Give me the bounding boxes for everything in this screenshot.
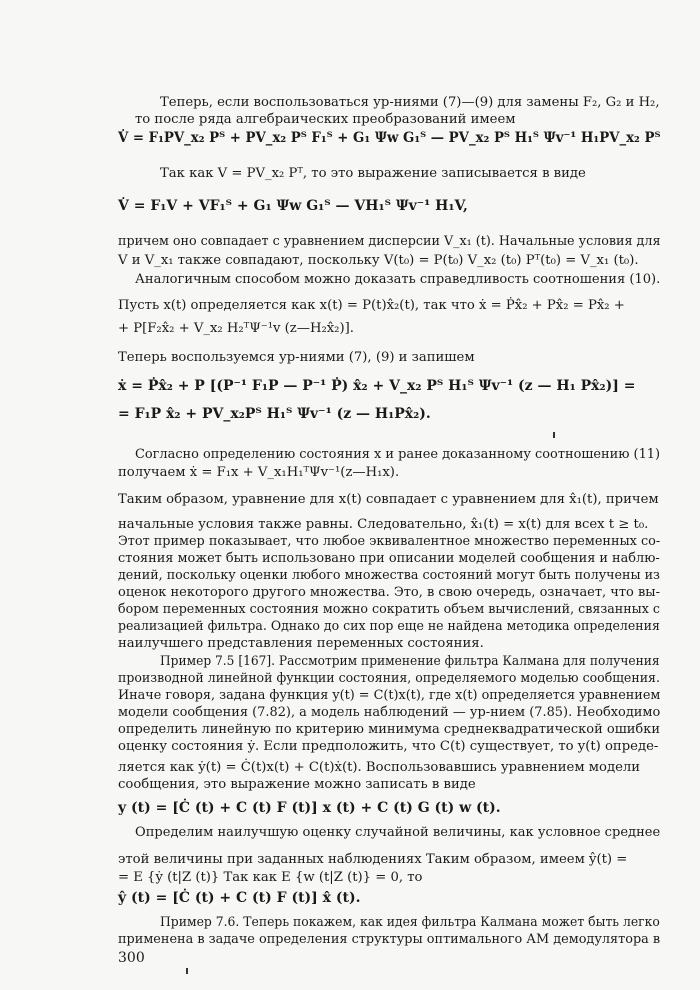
text-line-28: модели сообщения (7.82), а модель наблюдений — ур-нием (7.85). Необходимо — [118, 705, 661, 720]
equation-y: y (t) = [Ċ (t) + C (t) F (t)] x (t) + C (t) G (t) w (t). — [118, 800, 501, 816]
text-line-9: Пусть x(t) определяется как x(t) = P(t)x̂₂(t), так что ẋ = Ṗx̂₂ + Px̂₂ = Px̂₂ + — [118, 298, 625, 313]
text-line-4: Так как V = PV_x₂ Pᵀ, то это выражение записывается в виде — [160, 166, 586, 181]
text-line-26: производной линейной функции состояния, определяемого моделью сообщения. — [118, 671, 660, 686]
text-line-34: Определим наилучшую оценку случайной величины, как условное среднее — [135, 825, 661, 840]
text-line-8: Аналогичным способом можно доказать справедливость соотношения (10). — [135, 272, 661, 287]
text-line-22: бором переменных состояния можно сократить объем вычислений, связанных с — [118, 602, 660, 617]
text-line-19: стояния может быть использовано при описании моделей сообщения и наблю- — [118, 551, 660, 566]
text-line-18: Этот пример показывает, что любое эквивалентное множество переменных со- — [118, 534, 661, 549]
text-line-7: V и V_x₁ также совпадают, поскольку V(t₀) = P(t₀) V_x₂ (t₀) Pᵀ(t₀) = V_x₁ (t₀). — [118, 253, 639, 268]
text-line-6: причем оно совпадает с уравнением дисперсии V_x₁ (t). Начальные условия для — [118, 234, 661, 249]
text-line-32: сообщения, это выражение можно записать в виде — [118, 777, 476, 792]
text-line-23: реализацией фильтра. Однако до сих пор еще не найдена методика определения — [118, 619, 660, 634]
page-number: 300 — [118, 950, 145, 966]
text-line-29: определить линейную по критерию минимума среднеквадратической ошибки — [118, 722, 661, 737]
text-line-1: Теперь, если воспользоваться ур-ниями (7)—(9) для замены F₂, G₂ и H₂, — [160, 95, 660, 110]
text-line-35: этой величины при заданных наблюдениях Таким образом, имеем ŷ(t) = — [118, 852, 628, 867]
print-mark — [553, 432, 555, 438]
example-7-6-heading: Пример 7.6. Теперь покажем, как идея фильтра Калмана может быть легко — [160, 915, 660, 930]
print-mark-bottom — [186, 968, 188, 974]
text-line-27: Иначе говоря, задана функция y(t) = C(t)x(t), где x(t) определяется уравнением — [118, 688, 661, 703]
equation-x-dot-2: = F₁P x̂₂ + PV_x₂Pᵀ H₁ᵀ Ψv⁻¹ (z — H₁Px̂₂). — [118, 406, 431, 422]
text-line-24: наилучшего представления переменных состояния. — [118, 636, 484, 651]
text-line-15: получаем ẋ = F₁x + V_x₁H₁ᵀΨv⁻¹(z—H₁x). — [118, 465, 400, 480]
example-7-5-heading: Пример 7.5 [167]. Рассмотрим применение фильтра Калмана для получения — [160, 654, 660, 669]
equation-x-dot-1: ẋ = Ṗx̂₂ + P [(P⁻¹ F₁P — P⁻¹ Ṗ) x̂₂ + V_x₂ Pᵀ H₁ᵀ Ψv⁻¹ (z — H₁ Px̂₂)] = — [118, 378, 636, 394]
text-line-10: + P[F₂x̂₂ + V_x₂ H₂ᵀΨ⁻¹v (z—H₂x̂₂)]. — [118, 321, 354, 336]
text-line-14: Согласно определению состояния x и ранее доказанному соотношению (11) — [135, 447, 661, 462]
equation-y-hat-visible: ŷ (t) = [Ċ (t) + C (t) F (t)] x̂ (t). — [118, 890, 361, 906]
text-line-2: то после ряда алгебраических преобразований имеем — [135, 112, 516, 127]
text-line-30: оценку состояния ẏ. Если предположить, что C(t) существует, то y(t) опреде- — [118, 739, 659, 754]
text-line-16: Таким образом, уравнение для x(t) совпадает с уравнением для x̂₁(t), причем — [118, 492, 659, 507]
text-line-17: начальные условия также равны. Следовательно, x̂₁(t) = x(t) для всех t ≥ t₀. — [118, 517, 649, 532]
text-line-20: дений, поскольку оценки любого множества состояний могут быть получены из — [118, 568, 660, 583]
text-line-21: оценок некоторого другого множества. Это, в свою очередь, означает, что вы- — [118, 585, 661, 600]
text-line-36: = E {ẏ (t|Z (t)} Так как E {w (t|Z (t)} = 0, то — [118, 870, 423, 885]
equation-v-dot-2: V̇ = F₁V + VF₁ᵀ + G₁ Ψw G₁ᵀ — VH₁ᵀ Ψv⁻¹ H₁V, — [118, 198, 468, 214]
text-line-11: Теперь воспользуемся ур-ниями (7), (9) и запишем — [118, 350, 475, 365]
text-line-31: ляется как ẏ(t) = Ċ(t)x(t) + C(t)ẋ(t). Воспользовавшись уравнением модели — [118, 760, 641, 775]
equation-v-dot-1: V̇ = F₁PV_x₂ Pᵀ + PV_x₂ Pᵀ F₁ᵀ + G₁ Ψw G₁ᵀ — PV_x₂ Pᵀ H₁ᵀ Ψv⁻¹ H₁PV_x₂ Pᵀ — [118, 130, 661, 146]
text-line-39: применена в задаче определения структуры оптимального АМ демодулятора в — [118, 932, 661, 947]
